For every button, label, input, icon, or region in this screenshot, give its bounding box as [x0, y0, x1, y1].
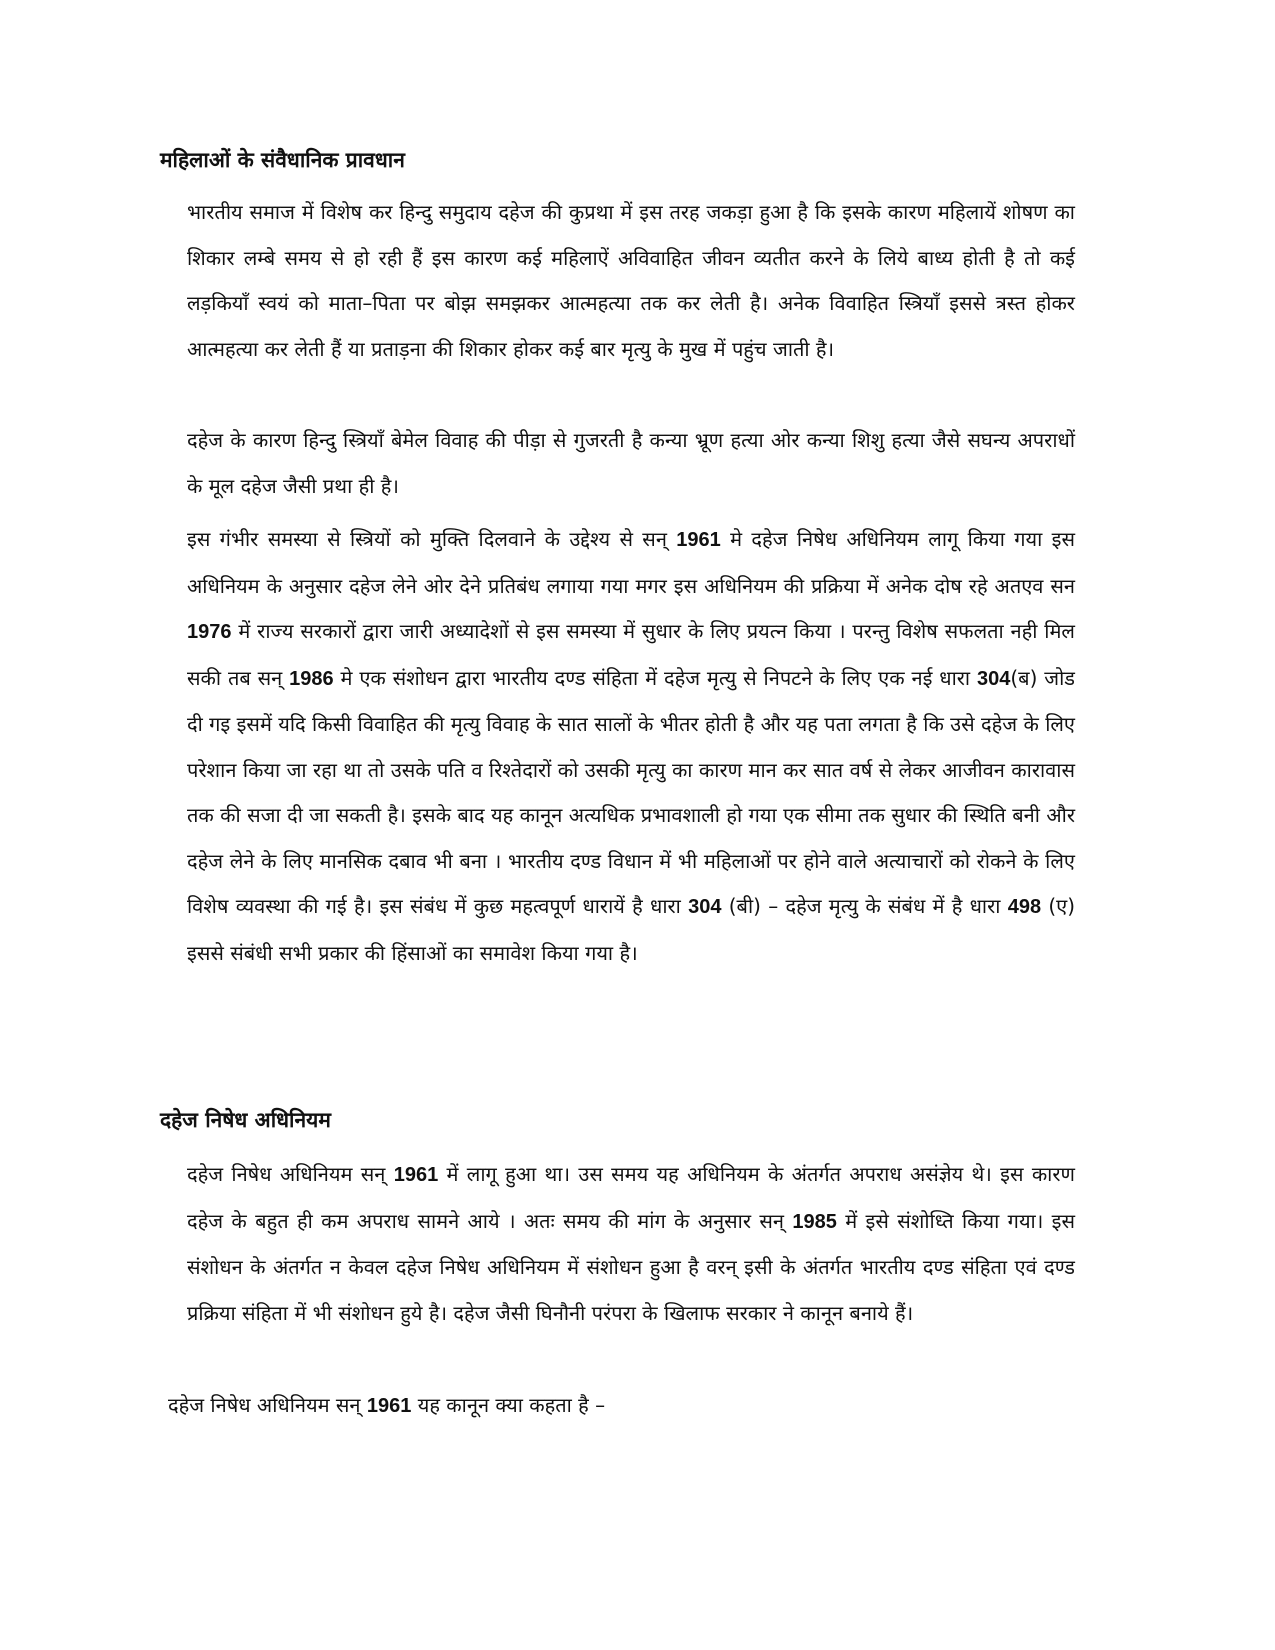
paragraph-dowry-act-amendment: दहेज निषेध अधिनियम सन् 1961 में लागू हुआ था। उस समय यह अधिनियम के अंतर्गत अपराध असंज्ञेय थे। इस कारण दहेज के बहुत ही कम अपराध सामने आये । अतः समय की मांग के अनुसार सन् 1985 में इसे संशोध्ति किया गया। इस संशोधन के अंतर्गत न केवल दहेज निषेध अधिनियम में संशोधन हुआ है वरन् इसी के अंतर्गत भारतीय दण्ड संहिता एवं दण्ड प्रक्रिया संहिता में भी संशोधन हुये है। दहेज जैसी घिनौनी परंपरा के खिलाफ सरकार ने कानून बनाये हैं।	[187, 1162, 1076, 1325]
paragraph-dowry-law-history: इस गंभीर समस्या से स्त्रियों को मुक्ति दिलवाने के उद्देश्य से सन् 1961 मे दहेज निषेध अधिनियम लागू किया गया इस अधिनियम के अनुसार दहेज लेने ओर देने प्रतिबंध लगाया गया मगर इस अधिनियम की प्रक्रिया में अनेक दोष रहे अतएव सन 1976 में राज्य सरकारों द्वारा जारी अध्यादेशों से इस समस्या में सुधार के लिए प्रयत्न किया । परन्तु विशेष सफलता नही मिल सकी तब सन् 1986 मे एक संशोधन द्वारा भारतीय दण्ड संहिता में दहेज मृत्यु से निपटने के लिए एक नई धारा 304(ब) जोड दी गइ इसमें यदि किसी विवाहित की मृत्यु विवाह के सात सालों के भीतर होती है और यह पता लगता है कि उसे दहेज के लिए परेशान किया जा रहा था तो उसके पति व रिश्तेदारों को उसकी मृत्यु का कारण मान कर सात वर्ष से लेकर आजीवन कारावास तक की सजा दी जा सकती है। इसके बाद यह कानून अत्यधिक प्रभावशाली हो गया एक सीमा तक सुधार की स्थिति बनी और दहेज लेने के लिए मानसिक दबाव भी बना । भारतीय दण्ड विधान में भी महिलाओं पर होने वाले अत्याचारों को रोकने के लिए विशेष व्यवस्था की गई है। इस संबंध में कुछ महत्वपूर्ण धारायें है धारा 304 (बी) – दहेज मृत्यु के संबंध में है धारा 498 (ए) इससे संबंधी सभी प्रकार की हिंसाओं का समावेश किया गया है।	[187, 527, 1076, 965]
bold-number: 304	[977, 667, 1011, 690]
section-heading-constitutional-provisions: महिलाओं के संवैधानिक प्रावधान	[160, 148, 405, 172]
bold-number: 1961	[676, 529, 721, 551]
bold-number: 1976	[187, 621, 232, 643]
paragraph-dowry-exploitation: भारतीय समाज में विशेष कर हिन्दु समुदाय दहेज की कुप्रथा में इस तरह जकड़ा हुआ है कि इसके कारण महिलायें शोषण का शिकार लम्बे समय से हो रही हैं इस कारण कई महिलाऐं अविवाहित जीवन व्यतीत करने के लिये बाध्य होती है तो कई लड़कियॉं स्वयं को माता–पिता पर बोझ समझकर आत्महत्या तक कर लेती है। अनेक विवाहित स्त्रियॉं इससे त्रस्त होकर आत्महत्या कर लेती हैं या प्रताड़ना की शिकार होकर कई बार मृत्यु के मुख में पहुंच जाती है।	[187, 200, 1075, 361]
section-heading-dowry-prohibition-act: दहेज निषेध अधिनियम	[160, 1108, 331, 1132]
bold-number: 304	[688, 896, 722, 918]
bold-number: 1961	[366, 1395, 412, 1417]
bold-number: 1986	[289, 667, 334, 690]
paragraph-dowry-act-intro: दहेज निषेध अधिनियम सन् 1961 यह कानून क्या कहता है –	[168, 1393, 606, 1417]
bold-number: 1985	[792, 1210, 837, 1233]
bold-number: 1961	[393, 1164, 439, 1186]
bold-number: 498	[1007, 896, 1042, 918]
paragraph-dowry-consequences: दहेज के कारण हिन्दु स्त्रियॉं बेमेल विवाह की पीड़ा से गुजरती है कन्या भ्रूण हत्या ओर कन्या शिशु हत्या जैसे सघन्य अपराधों के मूल दहेज जैसी प्रथा ही है।	[187, 428, 1075, 498]
